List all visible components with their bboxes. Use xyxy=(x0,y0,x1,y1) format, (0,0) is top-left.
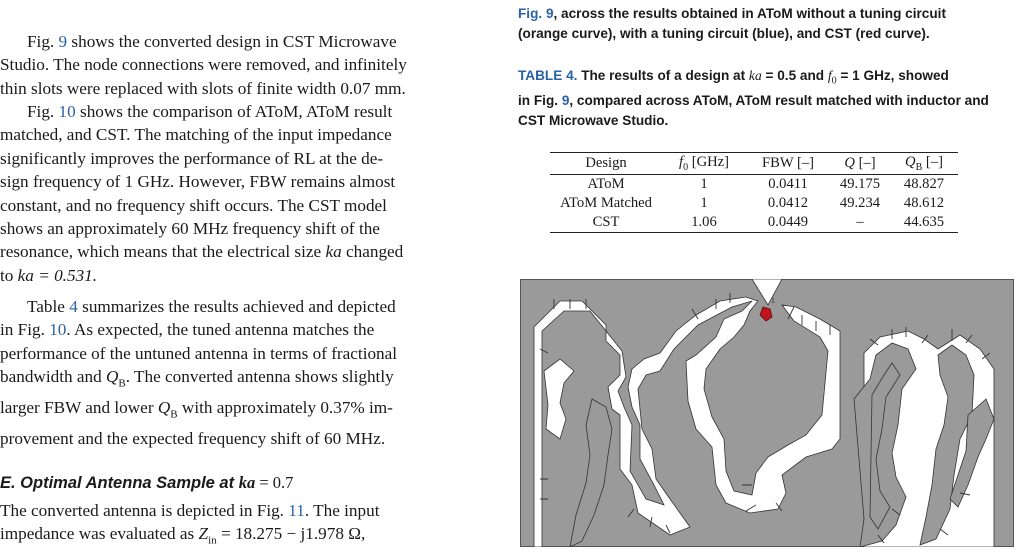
antenna-figure xyxy=(520,279,1014,547)
paragraph-table4: Table 4 summarizes the results achieved and depicted in Fig. 10. As expected, the tuned antenna matches the performance of the untuned antenna in terms of fractional bandwidth and $Q_B$. The converted antenna shows slightly larger FBW and lower $Q_B$ with approximately 0.37% im- provement and the expected frequency shift of 60 MHz. xyxy=(0,297,398,448)
fig9-link[interactable]: 9 xyxy=(58,32,68,51)
header-qb: $Q_B$ [–] xyxy=(905,154,943,173)
table4-link[interactable]: 4 xyxy=(69,297,78,316)
table-row: AToM Matched 1 0.0412 49.234 48.612 xyxy=(560,194,945,211)
svg-text:1: 1 xyxy=(771,298,775,305)
fig11-link[interactable]: 11 xyxy=(288,501,305,520)
results-table xyxy=(550,152,958,233)
fig10-link-2[interactable]: 10 xyxy=(49,320,67,340)
header-f0: $f_0$ [GHz] xyxy=(679,154,729,173)
header-design: Design xyxy=(585,154,627,171)
antenna-geometry-image xyxy=(520,279,1014,547)
section-heading-e: E. Optimal Antenna Sample at ka = 0.7 xyxy=(0,473,294,492)
table-4-caption: TABLE 4. The results of a design at ka = 0.5 and $f_0 = 1$ GHz, showed in Fig. 9, compared across AToM, AToM result matched with inductor and CST Microwave Studio. xyxy=(518,68,989,128)
table-row: AToM 1 0.0411 49.175 48.827 xyxy=(587,175,945,192)
paragraph-fig9: Fig. 9 shows the converted design in CST Microwave Studio. The node connections were removed, and infinitely thin slots were replaced with slots of finite width 0.07 mm. xyxy=(0,32,407,98)
header-fbw: FBW [–] xyxy=(761,154,815,171)
figure-10-caption: Fig. 9, across the results obtained in AToM without a tuning circuit (orange curve), with a tuning circuit (blue), and CST (red curve). xyxy=(518,6,946,41)
fig10-link[interactable]: 10 xyxy=(58,102,76,121)
header-q: Q [–] xyxy=(844,154,876,171)
paragraph-fig10: Fig. 10 shows the comparison of AToM, AToM result matched, and CST. The matching of the input impedance significantly improves the performance of RL at the de- sign frequency of 1 GHz. However, FBW remains almost constant, and no frequency shift occurs. The CST model shows an approximately 60 MHz frequency shift of the resonance, which means that the electrical size ka changed to ka = 0.531. xyxy=(0,102,404,285)
paragraph-fig11: The converted antenna is depicted in Fig. 11. The input impedance was evaluated as $Z_{in} = 18.275 - j1.978$ Ω, xyxy=(0,501,380,547)
table-row: CST 1.06 0.0449 – 44.635 xyxy=(550,213,958,233)
